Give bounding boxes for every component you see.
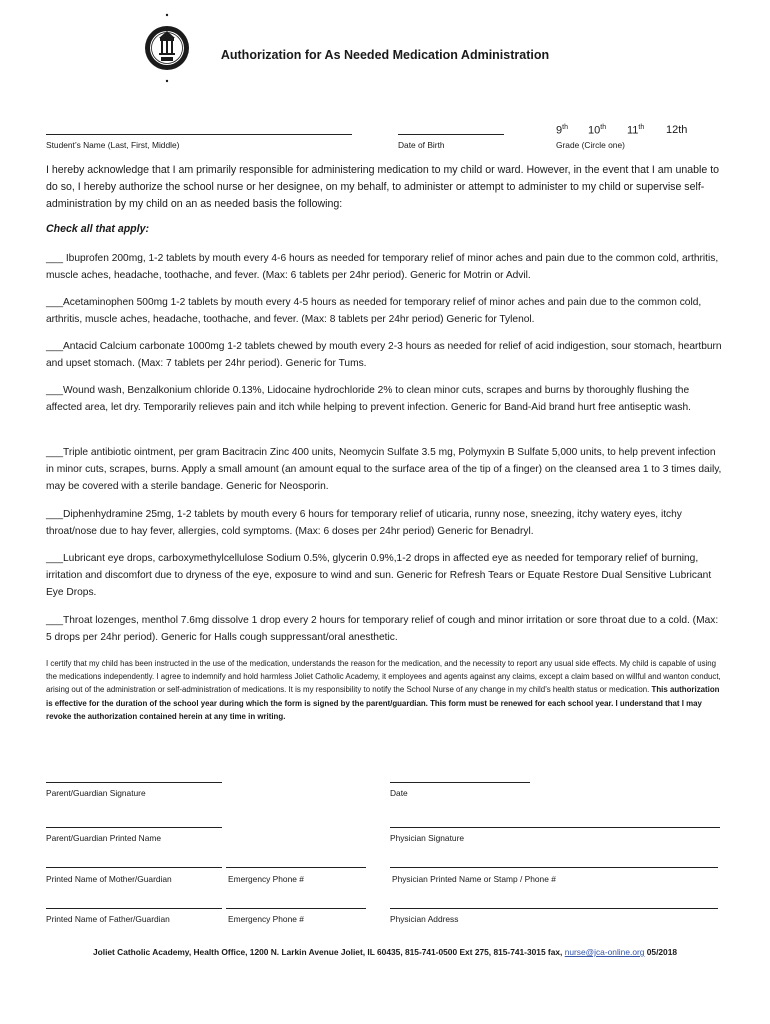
emergency-phone-2-label: Emergency Phone #	[228, 914, 304, 924]
grade-9[interactable]: 9th	[556, 124, 568, 137]
mother-printed-name-label: Printed Name of Mother/Guardian	[46, 874, 172, 884]
medication-diphenhydramine[interactable]	[46, 507, 726, 541]
parent-printed-name-line[interactable]	[46, 827, 222, 828]
physician-printed-name-line[interactable]	[390, 867, 718, 868]
physician-signature-line[interactable]	[390, 827, 720, 828]
grade-label: Grade (Circle one)	[556, 140, 625, 150]
emergency-phone-1-line[interactable]	[226, 867, 366, 868]
mother-printed-name-line[interactable]	[46, 867, 222, 868]
physician-address-line[interactable]	[390, 908, 718, 909]
father-printed-name-line[interactable]	[46, 908, 222, 909]
physician-printed-name-label: Physician Printed Name or Stamp / Phone #	[392, 874, 556, 884]
checkbox-blank[interactable]: ___	[46, 553, 63, 564]
medication-eye-drops[interactable]	[46, 551, 726, 601]
date-of-birth-line[interactable]	[398, 134, 504, 135]
check-all-heading: Check all that apply:	[46, 223, 150, 235]
parent-signature-line[interactable]	[46, 782, 222, 783]
medication-ibuprofen[interactable]	[46, 251, 726, 285]
grade-11[interactable]: 11th	[627, 124, 645, 137]
checkbox-blank[interactable]: ___	[46, 253, 63, 264]
medication-text: Antacid Calcium carbonate 1000mg 1-2 tablets chewed by mouth every 2-3 hours as needed for relief of acid indigestion, sour stomach, heartburn and upset stomach. (Max: 7 tablets per 24hr period). Generic for Tums.	[46, 341, 722, 369]
medication-acetaminophen[interactable]	[46, 295, 726, 329]
physician-signature-label: Physician Signature	[390, 833, 465, 843]
intro-paragraph: I hereby acknowledge that I am primarily responsible for administering medication to my child or ward. However, in the event that I am unable to do so, I hereby authorize the school nurse or her designee, on my behalf, to administer or attempt to administer to my child or supervise self-administration by my child on an as needed basis the following:	[46, 164, 720, 211]
parent-signature-label: Parent/Guardian Signature	[46, 788, 146, 798]
student-name-line[interactable]	[46, 134, 352, 135]
checkbox-blank[interactable]: ___	[46, 509, 63, 520]
medication-throat-lozenges[interactable]	[46, 613, 726, 647]
emergency-phone-2-line[interactable]	[226, 908, 366, 909]
certification-paragraph	[46, 657, 726, 723]
checkbox-blank[interactable]: ___	[46, 385, 63, 396]
checkbox-blank[interactable]: ___	[46, 615, 63, 626]
parent-printed-name-label: Parent/Guardian Printed Name	[46, 833, 161, 843]
grade-10[interactable]: 10th	[588, 124, 607, 137]
checkbox-blank[interactable]: ___	[46, 297, 63, 308]
emergency-phone-1-label: Emergency Phone #	[228, 874, 304, 884]
medication-wound-wash[interactable]	[46, 383, 726, 417]
medication-text: Wound wash, Benzalkonium chloride 0.13%, Lidocaine hydrochloride 2% to clean minor cuts, scrapes and burns by thoroughly flushing the affected area, let dry. Temporarily relieves pain and itch while helping to prevent infection. Generic for Band-Aid brand hurt free antiseptic wash.	[46, 385, 691, 413]
grade-12[interactable]: 12th	[666, 124, 688, 136]
medication-text: Lubricant eye drops, carboxymethylcellulose Sodium 0.5%, glycerin 0.9%,1-2 drops in affected eye as needed for temporary relief of burning, irritation and discomfort due to dryness of the eye, exposure to wind and sun. Generic for Refresh Tears or Equate Restore Dual Sensitive Lubricant Eye Drops.	[46, 553, 712, 598]
medication-text: Throat lozenges, menthol 7.6mg dissolve 1 drop every 2 hours for temporary relief of cough and minor irritation or sore throat due to a cold. (Max: 5 drops per 24hr period). Generic for Halls cough suppressant/oral anesthetic.	[46, 615, 719, 643]
medication-text: Diphenhydramine 25mg, 1-2 tablets by mouth every 6 hours for temporary relief of uticaria, runny nose, sneezing, itchy watery eyes, itchy throat/nose due to hay fever, allergies, cold symptoms. (Max: 6 doses per 24hr period) Generic for Benadryl.	[46, 509, 682, 537]
certification-text: I certify that my child has been instructed in the use of the medication, understands the reason for the medication, and the necessity to report any usual side effects. My child is capable of using the medications independently. I agree to indemnify and hold harmless Joliet Catholic Academy, it employees and agents against any claims, except a claim based on willful and wanton conduct, arising out of the administration or self-administration of medications. It is my responsibility to notify the School Nurse of any change in my child’s health status or medication.	[46, 659, 721, 695]
medication-text: Acetaminophen 500mg 1-2 tablets by mouth every 4-5 hours as needed for temporary relief of minor aches and pain due to the common cold, arthritis, muscle aches, headache, toothache, and fever. (Max: 8 tablets per 24hr period) Generic for Tylenol.	[46, 297, 702, 325]
medication-text: Ibuprofen 200mg, 1-2 tablets by mouth every 4-6 hours as needed for temporary relief of minor aches and pain due to the common cold, arthritis, muscle aches, headache, toothache, and fever. (Max: 6 tablets per 24hr period). Generic for Motrin or Advil.	[46, 253, 719, 281]
physician-address-label: Physician Address	[390, 914, 459, 924]
medication-triple-antibiotic[interactable]	[46, 445, 726, 495]
date-label: Date	[390, 788, 408, 798]
date-line[interactable]	[390, 782, 530, 783]
father-printed-name-label: Printed Name of Father/Guardian	[46, 914, 170, 924]
checkbox-blank[interactable]: ___	[46, 447, 63, 458]
footer-date: 05/2018	[644, 947, 678, 957]
certification-bold-text: This authorization is effective for the duration of the school year during which the form is signed by the parent/guardian. This form must be renewed for each school year. I understand that I may revoke the authorization contained herein at any time in writing.	[46, 685, 720, 721]
footer-text: Joliet Catholic Academy, Health Office, 1200 N. Larkin Avenue Joliet, IL 60435, 815-741-0500 Ext 275, 815-741-3015 fax,	[92, 947, 565, 957]
student-name-label: Student’s Name (Last, First, Middle)	[46, 140, 180, 150]
page-title: Authorization for As Needed Medication Administration	[220, 48, 550, 62]
medication-text: Triple antibiotic ointment, per gram Bacitracin Zinc 400 units, Neomycin Sulfate 3.5 mg, Polymyxin B Sulfate 5,000 units, to help prevent infection in minor cuts, scrapes, burns. Apply a small amount (an amount equal to the surface area of the tip of a finger) on the cleansed area 1 to 3 times daily, may be covered with a sterile bandage. Generic for Neosporin.	[46, 447, 722, 492]
nurse-email-link[interactable]: nurse@jca-online.org	[564, 947, 645, 957]
checkbox-blank[interactable]: ___	[46, 341, 63, 352]
date-of-birth-label: Date of Birth	[398, 140, 445, 150]
medication-antacid[interactable]	[46, 339, 726, 373]
footer	[0, 947, 770, 957]
